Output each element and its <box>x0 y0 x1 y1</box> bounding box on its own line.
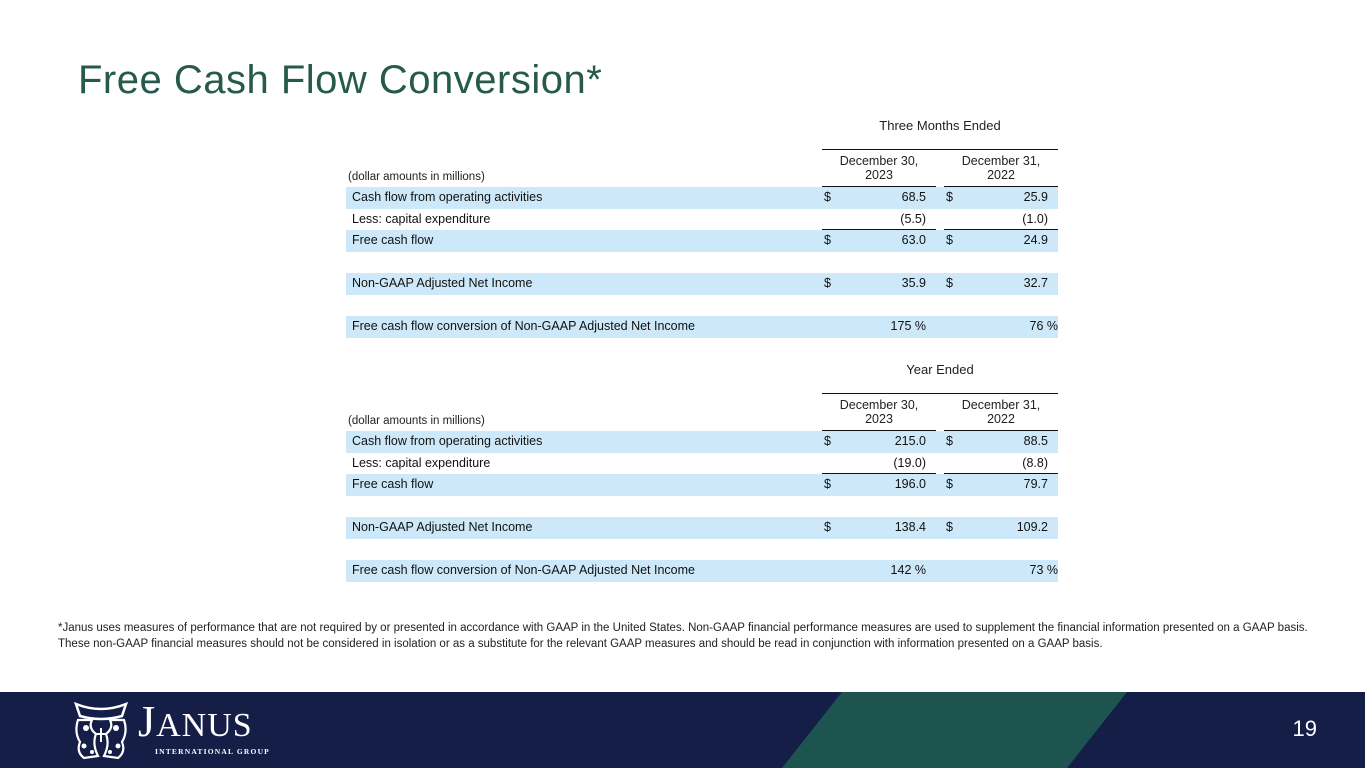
currency-symbol: $ <box>946 233 953 247</box>
janus-logo <box>70 698 280 762</box>
value-2022: 25.9 <box>1023 190 1048 204</box>
currency-symbol: $ <box>824 276 831 290</box>
spacer-row <box>346 496 1058 518</box>
value-2022: (1.0) <box>1022 211 1048 226</box>
logo-subtitle: INTERNATIONAL GROUP <box>155 747 270 756</box>
value-2023: 215.0 <box>894 434 926 448</box>
column-header-line: December 30, <box>839 398 919 412</box>
value-2022: 73 % <box>1029 563 1058 577</box>
row-label: Non-GAAP Adjusted Net Income <box>352 520 533 534</box>
spacer-row <box>346 539 1058 561</box>
row-label: Free cash flow conversion of Non-GAAP Adjusted Net Income <box>352 563 695 577</box>
spacer-row <box>346 252 1058 274</box>
page-number: 19 <box>1292 716 1317 741</box>
header-rule <box>822 149 1058 150</box>
value-2023: 196.0 <box>894 477 926 491</box>
table-row-operating-cash-flow <box>346 431 1058 453</box>
table-row-conversion <box>346 560 1058 582</box>
footnote: *Janus uses measures of performance that are not required by or presented in accordance with GAAP in the United States. Non-GAAP financial performance measures are used to supplement the financial information presented on a GAAP basis. These non-GAAP financial measures should not be considered in isolation or as a substitute for the relevant GAAP measures and should be read in conjunction with information presented on a GAAP basis. <box>58 622 1308 650</box>
value-2022: 24.9 <box>1023 233 1048 247</box>
table-row-adjusted-net-income <box>346 517 1058 539</box>
value-2022: 109.2 <box>1016 520 1048 534</box>
row-label: Free cash flow <box>352 477 434 491</box>
table-row-capex <box>346 209 1058 231</box>
row-label: Cash flow from operating activities <box>352 190 543 204</box>
value-2022: 32.7 <box>1023 276 1048 290</box>
currency-symbol: $ <box>946 190 953 204</box>
row-label: Non-GAAP Adjusted Net Income <box>352 276 533 290</box>
column-header-2023 <box>822 154 936 182</box>
value-2023: 138.4 <box>894 520 926 534</box>
decorative-stripe <box>782 692 1127 768</box>
period-title: Year Ended <box>906 362 974 377</box>
column-header-2022 <box>944 154 1058 182</box>
janus-emblem-icon <box>70 698 132 762</box>
currency-symbol: $ <box>946 434 953 448</box>
currency-symbol: $ <box>824 520 831 534</box>
value-2022: 88.5 <box>1023 434 1048 448</box>
table-row-conversion <box>346 316 1058 338</box>
value-2023: 63.0 <box>901 233 926 247</box>
header-rule <box>822 393 1058 394</box>
logo-rest: ANUS <box>156 707 253 744</box>
table-body <box>346 187 1058 338</box>
table-body <box>346 431 1058 582</box>
value-2023: 68.5 <box>901 190 926 204</box>
value-2022: (8.8) <box>1022 455 1048 470</box>
currency-symbol: $ <box>946 276 953 290</box>
period-title: Three Months Ended <box>879 118 1001 133</box>
value-2023: 35.9 <box>901 276 926 290</box>
logo-wordmark <box>138 697 253 746</box>
table-row-capex <box>346 453 1058 475</box>
value-2023: (5.5) <box>900 211 926 226</box>
logo-initial: J <box>138 697 157 746</box>
currency-symbol: $ <box>824 190 831 204</box>
currency-symbol: $ <box>946 477 953 491</box>
currency-symbol: $ <box>824 434 831 448</box>
column-header-line: December 31, <box>961 398 1041 412</box>
column-header-line: December 30, <box>839 154 919 168</box>
column-header-2022 <box>944 398 1058 426</box>
units-label: (dollar amounts in millions) <box>348 415 485 427</box>
table-row-operating-cash-flow <box>346 187 1058 209</box>
value-2023: (19.0) <box>893 455 926 470</box>
column-header-line: 2023 <box>865 168 893 182</box>
table-row-free-cash-flow <box>346 474 1058 496</box>
spacer-row <box>346 295 1058 317</box>
slide-title: Free Cash Flow Conversion* <box>78 58 603 102</box>
column-header-line: 2023 <box>865 412 893 426</box>
currency-symbol: $ <box>946 520 953 534</box>
table-row-free-cash-flow <box>346 230 1058 252</box>
value-2023: 175 % <box>890 319 926 333</box>
currency-symbol: $ <box>824 477 831 491</box>
column-header-line: 2022 <box>987 412 1015 426</box>
row-label: Less: capital expenditure <box>352 211 491 226</box>
column-header-line: 2022 <box>987 168 1015 182</box>
row-label: Free cash flow conversion of Non-GAAP Adjusted Net Income <box>352 319 695 333</box>
column-header-2023 <box>822 398 936 426</box>
value-2022: 76 % <box>1029 319 1058 333</box>
units-label: (dollar amounts in millions) <box>348 171 485 183</box>
table-row-adjusted-net-income <box>346 273 1058 295</box>
row-label: Cash flow from operating activities <box>352 434 543 448</box>
column-header-line: December 31, <box>961 154 1041 168</box>
value-2023: 142 % <box>890 563 926 577</box>
row-label: Less: capital expenditure <box>352 455 491 470</box>
currency-symbol: $ <box>824 233 831 247</box>
value-2022: 79.7 <box>1023 477 1048 491</box>
footer-bar <box>0 692 1365 768</box>
row-label: Free cash flow <box>352 233 434 247</box>
